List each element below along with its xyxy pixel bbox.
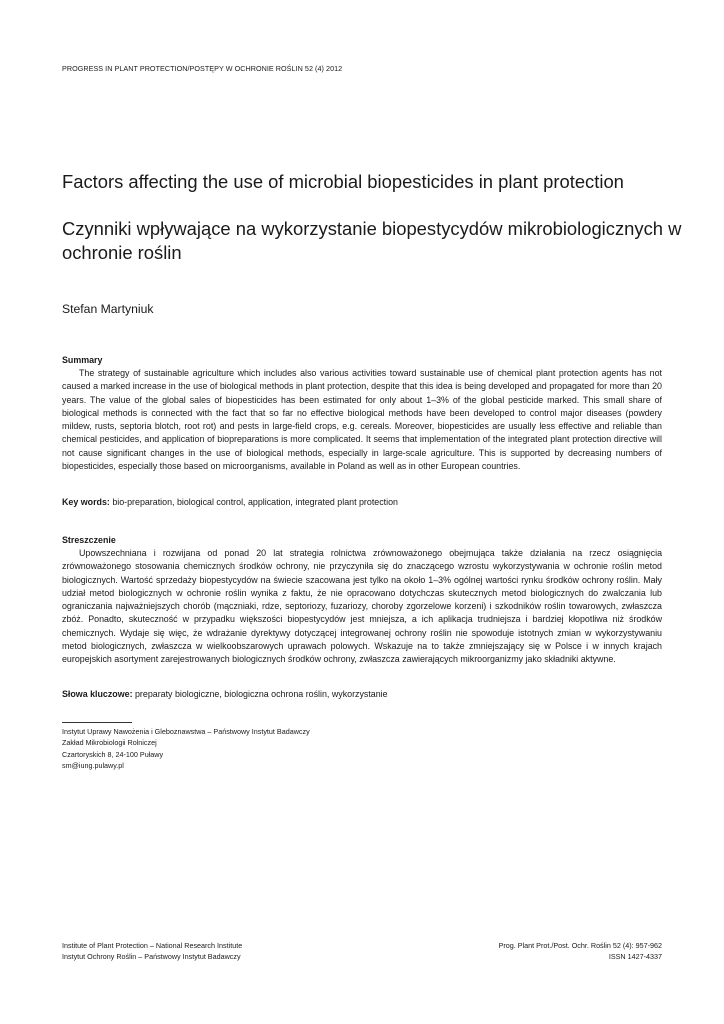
footer-publisher-polish: Instytut Ochrony Roślin – Państwowy Instytut Badawczy [62,952,241,962]
footer-issn: ISSN 1427-4337 [608,952,662,962]
keywords-list: bio-preparation, biological control, application, integrated plant protection [112,497,398,507]
streszczenie-keywords [62,688,662,701]
footer-publisher [62,940,242,963]
summary-body: The strategy of sustainable agriculture which includes also various activities toward sustainable use of chemical plant protection agents has not caused a marked increase in the use of biological methods in plant protection, despite that this idea is being developed and propagated for more than 20 years. The value of the global sales of biopesticides has been estimated for only about 1–3% of the global pesticide marked. This small share of biological methods is connected with the fact that so far no effective biological methods have been developed to control major diseases (powdery mildew, rusts, septoria blotch, root rot) and pests in large-field crops, e.g. cereals. Moreover, biopesticides are usually less effective and reliable than chemical pesticides, and application of biopreparations is more complicated. It seems that implementation of the integrated plant protection directive will not cause significant changes in the use of biological methods, especially in large-scale agriculture. This is supported by decreasing numbers of biopesticides, especially those based on microorganisms, available in Poland as well as in other European countries. [62,368,662,472]
article-title-polish: Czynniki wpływające na wykorzystanie biopestycydów mikrobiologicznych w ochronie roślin [62,218,682,263]
affiliation-address: Czartoryskich 8, 24-100 Puławy [62,749,164,759]
footer-citation [499,940,662,963]
footer-journal-reference: Prog. Plant Prot./Post. Ochr. Roślin 52 (4): 957-962 [498,941,662,950]
streszczenie-body: Upowszechniana i rozwijana od ponad 20 lat strategia rolnictwa zrównoważonego obejmująca także działania na rzecz osiągnięcia zrównoważonego stosowania chemicznych środków ochrony, nie przyczyniła się do znaczącego wzrostu wykorzystywania w ochronie roślin metod biologicznych. Wartość sprzedaży biopestycydów na świecie szacowana jest tylko na około 1–3% ogólnej wartości rynku środków ochrony roślin. Mały udział metod biologicznych w ochronie roślin wynika z faktu, że nie opracowano dotychczas skutecznych metod biologicznych do zwalczania lub ograniczania najważniejszych chorób (mączniaki, rdze, septoriozy, fuzariozy, choroby zgorzelowe korzeni) i szkodników roślin towarowych, zwłaszcza zbóż. Ponadto, skuteczność w przypadku większości biopestycydów jest mniejsza, a ich aplikacja trudniejsza i bardziej kłopotliwa niż środków chemicznych. Wydaje się więc, że wdrażanie dyrektywy dotyczącej integrowanej ochrony roślin nie spowoduje istotnych zmian w wykorzystywaniu metod biologicznych, zwłaszcza w wielkoobszarowych uprawach polowych. Wskazuje na to także zmniejszający się w Polsce i w innych krajach europejskich asortyment zarejestrowanych biologicznych środków ochrony, zwłaszcza zawierających mikroorganizmy jako składniki aktywne. [62,548,662,665]
slowa-kluczowe-label: Słowa kluczowe: [62,689,133,699]
footer-publisher-english: Institute of Plant Protection – National Research Institute [62,941,243,950]
summary-heading: Summary [62,355,103,365]
running-header: PROGRESS IN PLANT PROTECTION/POSTĘPY W OCHRONIE ROŚLIN 52 (4) 2012 [62,64,343,73]
affiliation-institute: Instytut Uprawy Nawożenia i Gleboznawstwa – Państwowy Instytut Badawczy [62,727,310,736]
author-name: Stefan Martyniuk [62,302,154,316]
streszczenie-heading: Streszczenie [62,535,116,545]
affiliation-email: sm@iung.pulawy.pl [62,761,124,771]
summary-text [62,367,662,473]
affiliation-department: Zakład Mikrobiologii Rolniczej [62,738,157,748]
slowa-kluczowe-list: preparaty biologiczne, biologiczna ochrona roślin, wykorzystanie [135,689,388,699]
author-affiliation [62,726,310,772]
article-title-english: Factors affecting the use of microbial biopesticides in plant protection [62,171,624,192]
footnote-divider [62,722,132,723]
streszczenie-text [62,547,662,667]
keywords-label: Key words: [62,497,110,507]
summary-keywords [62,496,662,509]
